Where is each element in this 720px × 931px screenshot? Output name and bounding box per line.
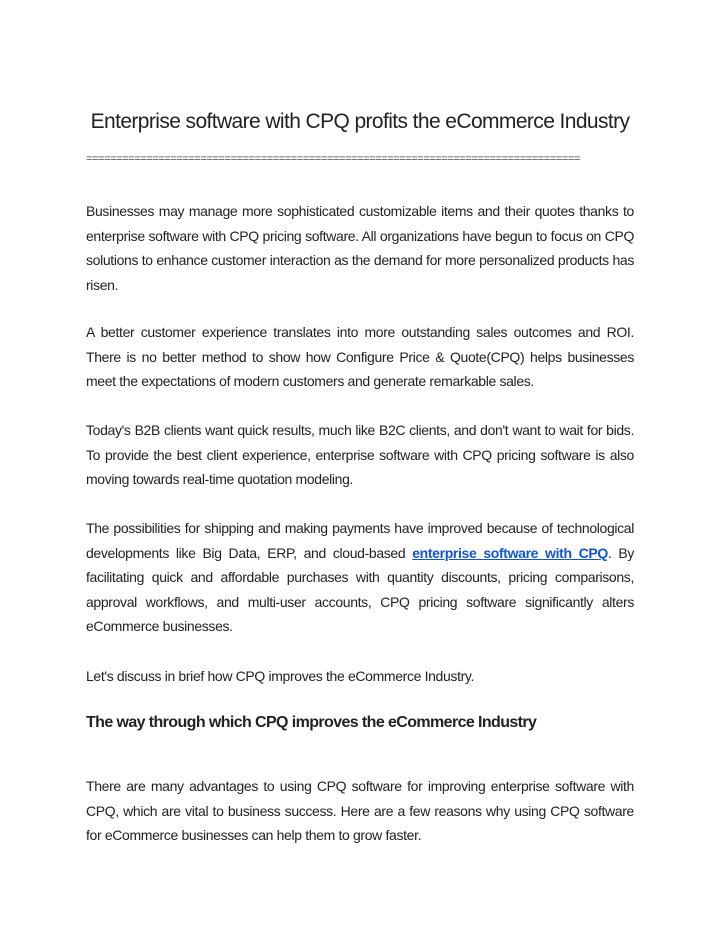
paragraph-5: Let's discuss in brief how CPQ improves the eCommerce Industry. (86, 668, 475, 684)
section-heading: The way through which CPQ improves the eCommerce Industry (86, 714, 537, 731)
enterprise-software-link[interactable]: enterprise software with CPQ (412, 544, 608, 561)
paragraph-4-text-before-link: The possibilities for shipping and making payments have improved because of technological developments like Big Data, ERP, and cloud-based (86, 520, 634, 561)
divider-line: ================================================================================== (86, 153, 580, 165)
paragraph-2: A better customer experience translates into more outstanding sales outcomes and ROI. There is no better method to show how Configure Price & Quote(CPQ) helps businesses meet the expectations of modern customers and generate remarkable sales. (86, 324, 634, 389)
paragraph-1: Businesses may manage more sophisticated customizable items and their quotes thanks to enterprise software with CPQ pricing software. All organizations have begun to focus on CPQ solutions to enhance customer interaction as the demand for more personalized products has risen. (86, 203, 634, 293)
paragraph-3: Today's B2B clients want quick results, much like B2C clients, and don't want to wait for bids. To provide the best client experience, enterprise software with CPQ pricing software is also moving towards real-time quotation modeling. (86, 422, 634, 487)
paragraph-4 (86, 516, 634, 639)
page-title: Enterprise software with CPQ profits the eCommerce Industry (90, 110, 630, 133)
paragraph-6: There are many advantages to using CPQ software for improving enterprise software with CPQ, which are vital to business success. Here are a few reasons why using CPQ software for eCommerce businesses can help them to grow faster. (86, 778, 634, 843)
paragraph-4-text-after-link: . By facilitating quick and affordable purchases with quantity discounts, pricing comparisons, approval workflows, and multi-user accounts, CPQ pricing software significantly alters eCommerce businesses. (86, 544, 634, 634)
